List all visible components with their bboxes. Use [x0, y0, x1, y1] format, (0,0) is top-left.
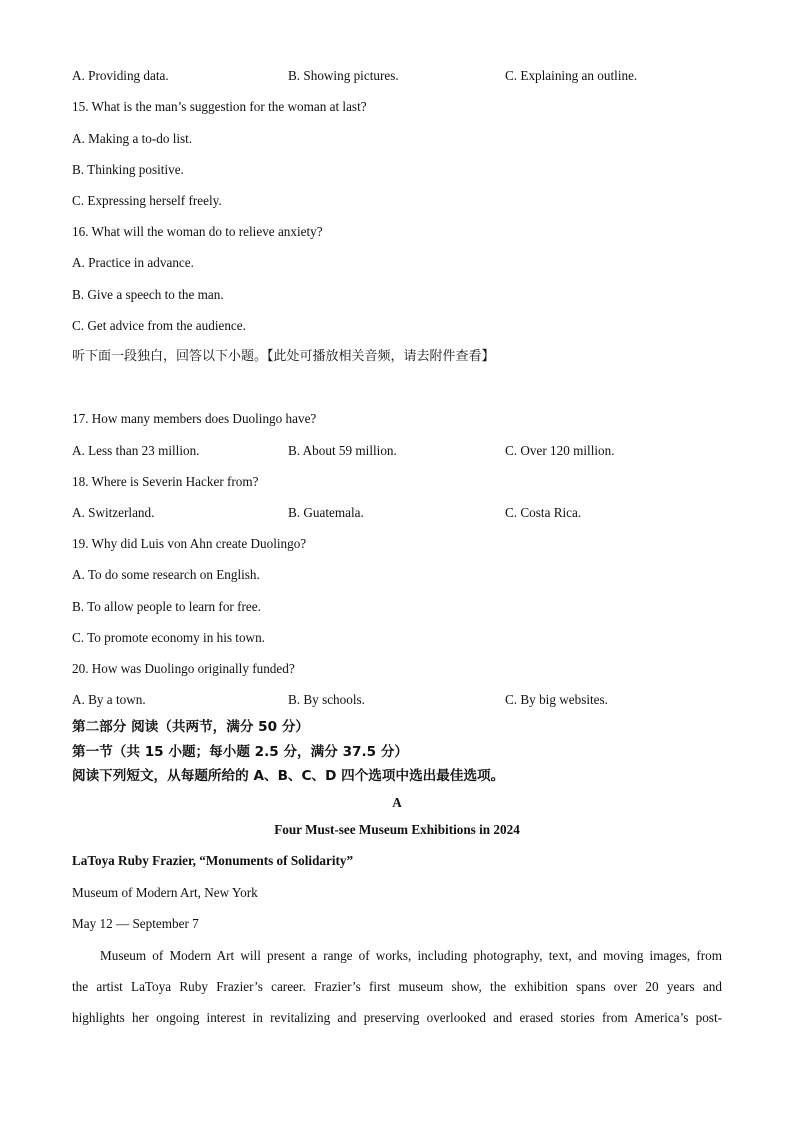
reading-instruction: 阅读下列短文，从每题所给的 A、B、C、D 四个选项中选出最佳选项。 [72, 768, 505, 784]
passage-letter: A [392, 795, 402, 810]
exhibit1-paragraph-line: Museum of Modern Art will present a range of works, including photography, text, and moving images, from [100, 948, 722, 963]
q17-option-a: A. Less than 23 million. [72, 443, 200, 458]
q15-option-a: A. Making a to-do list. [72, 131, 193, 146]
q15-option-b: B. Thinking positive. [72, 162, 184, 177]
q20-question: 20. How was Duolingo originally funded? [72, 661, 295, 676]
audio-instruction: 听下面一段独白，回答以下小题。【此处可播放相关音频，请去附件查看】 [72, 349, 495, 364]
q14-option-a: A. Providing data. [72, 68, 169, 83]
q14-option-b: B. Showing pictures. [288, 68, 399, 83]
q17-option-c: C. Over 120 million. [505, 443, 615, 458]
q19-option-a: A. To do some research on English. [72, 567, 260, 582]
q17-option-b: B. About 59 million. [288, 443, 397, 458]
q18-option-a: A. Switzerland. [72, 505, 155, 520]
q20-option-a: A. By a town. [72, 692, 146, 707]
q18-question: 18. Where is Severin Hacker from? [72, 474, 259, 489]
exhibit1-title: LaToya Ruby Frazier, “Monuments of Solidarity” [72, 853, 354, 868]
exhibit1-paragraph-line: highlights her ongoing interest in revitalizing and preserving overlooked and erased stories from America’s post- [72, 1010, 722, 1025]
q16-option-b: B. Give a speech to the man. [72, 287, 224, 302]
q16-option-a: A. Practice in advance. [72, 255, 194, 270]
section1-heading: 第一节（共 15 小题；每小题 2.5 分，满分 37.5 分） [72, 744, 409, 760]
q16-question: 16. What will the woman do to relieve anxiety? [72, 224, 323, 239]
q17-question: 17. How many members does Duolingo have? [72, 411, 317, 426]
q19-option-c: C. To promote economy in his town. [72, 630, 265, 645]
q20-option-b: B. By schools. [288, 692, 365, 707]
passage-title: Four Must-see Museum Exhibitions in 2024 [274, 822, 520, 837]
part2-heading: 第二部分 阅读（共两节，满分 50 分） [72, 719, 310, 735]
q18-option-b: B. Guatemala. [288, 505, 364, 520]
q16-option-c: C. Get advice from the audience. [72, 318, 246, 333]
q20-option-c: C. By big websites. [505, 692, 608, 707]
q19-question: 19. Why did Luis von Ahn create Duolingo? [72, 536, 307, 551]
exhibit1-dates: May 12 — September 7 [72, 916, 199, 931]
exhibit1-paragraph-line: the artist LaToya Ruby Frazier’s career. Frazier’s first museum show, the exhibition spans over 20 years and [72, 979, 722, 994]
q14-option-c: C. Explaining an outline. [505, 68, 638, 83]
q15-question: 15. What is the man’s suggestion for the woman at last? [72, 99, 367, 114]
q18-option-c: C. Costa Rica. [505, 505, 582, 520]
exhibit1-paragraph [72, 940, 722, 1033]
q15-option-c: C. Expressing herself freely. [72, 193, 222, 208]
exhibit1-venue: Museum of Modern Art, New York [72, 885, 258, 900]
q19-option-b: B. To allow people to learn for free. [72, 599, 261, 614]
